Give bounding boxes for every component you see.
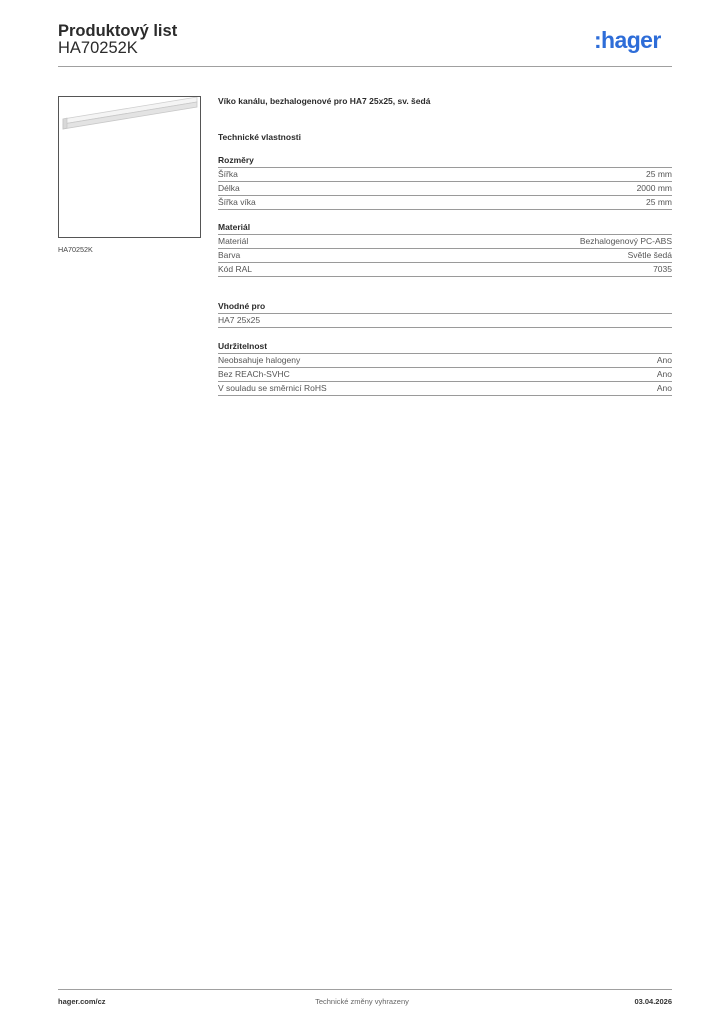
spec-row: [218, 263, 672, 277]
spec-label: Délka: [218, 183, 240, 193]
image-caption: HA70252K: [58, 245, 93, 254]
spec-row: [218, 196, 672, 210]
product-name: Víko kanálu, bezhalogenové pro HA7 25x25, sv. šedá: [218, 96, 431, 106]
spec-label: Šířka: [218, 169, 238, 179]
footer-website-link[interactable]: hager.com/cz: [58, 997, 106, 1006]
spec-label: Materiál: [218, 236, 249, 246]
header-divider: [58, 66, 672, 67]
spec-row: [218, 168, 672, 182]
spec-row: [218, 235, 672, 249]
spec-label: Neobsahuje halogeny: [218, 355, 301, 365]
footer-note: Technické změny vyhrazeny: [315, 997, 409, 1006]
section-dimensions: [218, 155, 672, 210]
spec-row: [218, 382, 672, 396]
spec-value: Světle šedá: [627, 250, 672, 260]
spec-row: [218, 314, 672, 328]
section-material: [218, 222, 672, 277]
spec-row: [218, 182, 672, 196]
spec-row: [218, 354, 672, 368]
section-title: Rozměry: [218, 155, 672, 168]
spec-label: V souladu se směrnicí RoHS: [218, 383, 327, 393]
spec-value: Ano: [656, 383, 672, 393]
spec-value: Bezhalogenový PC-ABS: [579, 236, 672, 246]
section-title: Materiál: [218, 222, 672, 235]
spec-label: HA7 25x25: [218, 315, 261, 325]
spec-row: [218, 249, 672, 263]
section-sustainability: [218, 341, 672, 396]
section-suitable-for: [218, 301, 672, 328]
product-details: [218, 96, 672, 396]
spec-value: 2000 mm: [636, 183, 672, 193]
technical-properties-heading: Technické vlastnosti: [218, 132, 301, 142]
spec-value: 25 mm: [646, 169, 672, 179]
cable-duct-cover-picture: [59, 97, 200, 237]
spec-label: Barva: [218, 250, 241, 260]
spec-value: 25 mm: [646, 197, 672, 207]
spec-value: Ano: [656, 369, 672, 379]
section-title: Udržitelnost: [218, 341, 672, 354]
page-title: Produktový list: [58, 22, 178, 40]
hager-logo: :hager: [594, 27, 661, 53]
spec-row: [218, 368, 672, 382]
spec-label: Bez REACh-SVHC: [218, 369, 290, 379]
footer-date: 03.04.2026: [634, 997, 672, 1006]
spec-value: Ano: [656, 355, 672, 365]
product-code: HA70252K: [58, 39, 138, 57]
spec-value: 7035: [653, 264, 672, 274]
footer-divider: [58, 989, 672, 990]
section-title: Vhodné pro: [218, 301, 672, 314]
spec-label: Kód RAL: [218, 264, 253, 274]
spec-label: Šířka víka: [218, 197, 256, 207]
product-image: [58, 96, 201, 238]
